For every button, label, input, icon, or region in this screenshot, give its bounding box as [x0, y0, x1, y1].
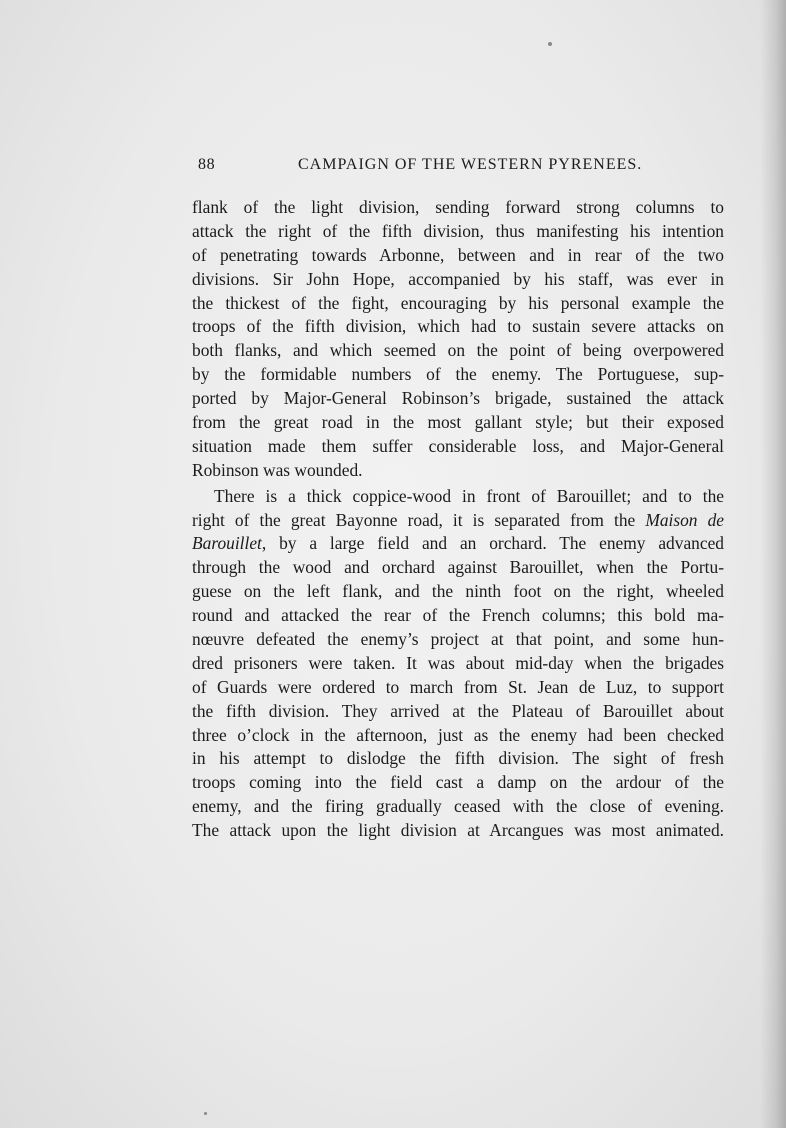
- text-line: Robinson was wounded.: [192, 459, 363, 480]
- text-line: right of the great Bayonne road, it is separated from the Maison de: [192, 509, 725, 530]
- page-edge-shadow: [760, 0, 786, 1128]
- text-line: in his attempt to dislodge the fifth division. The sight of fresh: [192, 748, 724, 769]
- text-line: the fifth division. They arrived at the Plateau of Barouillet about: [192, 700, 724, 721]
- text-line: from the great road in the most gallant style; but their exposed: [192, 412, 724, 433]
- text-line: divisions. Sir John Hope, accompanied by his staff, was ever in: [192, 268, 724, 289]
- text-line: troops of the fifth division, which had to sustain severe attacks on: [192, 316, 724, 337]
- paragraph: [192, 196, 724, 483]
- text-line: Barouillet, by a large field and an orchard. The enemy advanced: [192, 533, 724, 554]
- text-line: flank of the light division, sending forward strong columns to: [192, 197, 724, 217]
- text-line: guese on the left flank, and the ninth foot on the right, wheeled: [192, 581, 724, 602]
- text-line: attack the right of the fifth division, thus manifesting his intention: [192, 220, 724, 241]
- text-line: of Guards were ordered to march from St. Jean de Luz, to support: [192, 676, 724, 697]
- text-line: dred prisoners were taken. It was about mid-day when the brigades: [192, 652, 724, 673]
- running-header: [198, 152, 718, 176]
- page-number: 88: [198, 156, 216, 173]
- text-line: three o’clock in the afternoon, just as the enemy had been checked: [192, 724, 724, 745]
- paragraph: [192, 485, 724, 843]
- text-line: troops coming into the field cast a damp on the ardour of the: [192, 772, 724, 793]
- text-line: There is a thick coppice-wood in front of Barouillet; and to the: [214, 485, 724, 506]
- running-title: CAMPAIGN OF THE WESTERN PYRENEES.: [298, 156, 643, 173]
- text-line: both flanks, and which seemed on the point of being overpowered: [192, 340, 724, 361]
- text-line: round and attacked the rear of the French columns; this bold ma-: [192, 605, 724, 626]
- ink-speck: [548, 42, 552, 46]
- ink-speck: [204, 1112, 207, 1115]
- text-line: The attack upon the light division at Arcangues was most animated.: [192, 820, 724, 841]
- body-text: [192, 196, 724, 843]
- text-line: the thickest of the fight, encouraging by his personal example the: [192, 292, 724, 313]
- text-line: through the wood and orchard against Barouillet, when the Portu-: [192, 557, 724, 578]
- text-line: by the formidable numbers of the enemy. The Portuguese, sup-: [192, 364, 724, 385]
- text-line: enemy, and the firing gradually ceased with the close of evening.: [192, 796, 724, 817]
- text-line: ported by Major-General Robinson’s brigade, sustained the attack: [192, 388, 724, 409]
- text-line: situation made them suffer considerable loss, and Major-General: [192, 435, 724, 456]
- text-line: of penetrating towards Arbonne, between and in rear of the two: [192, 244, 724, 265]
- text-line: nœuvre defeated the enemy’s project at that point, and some hun-: [192, 629, 724, 650]
